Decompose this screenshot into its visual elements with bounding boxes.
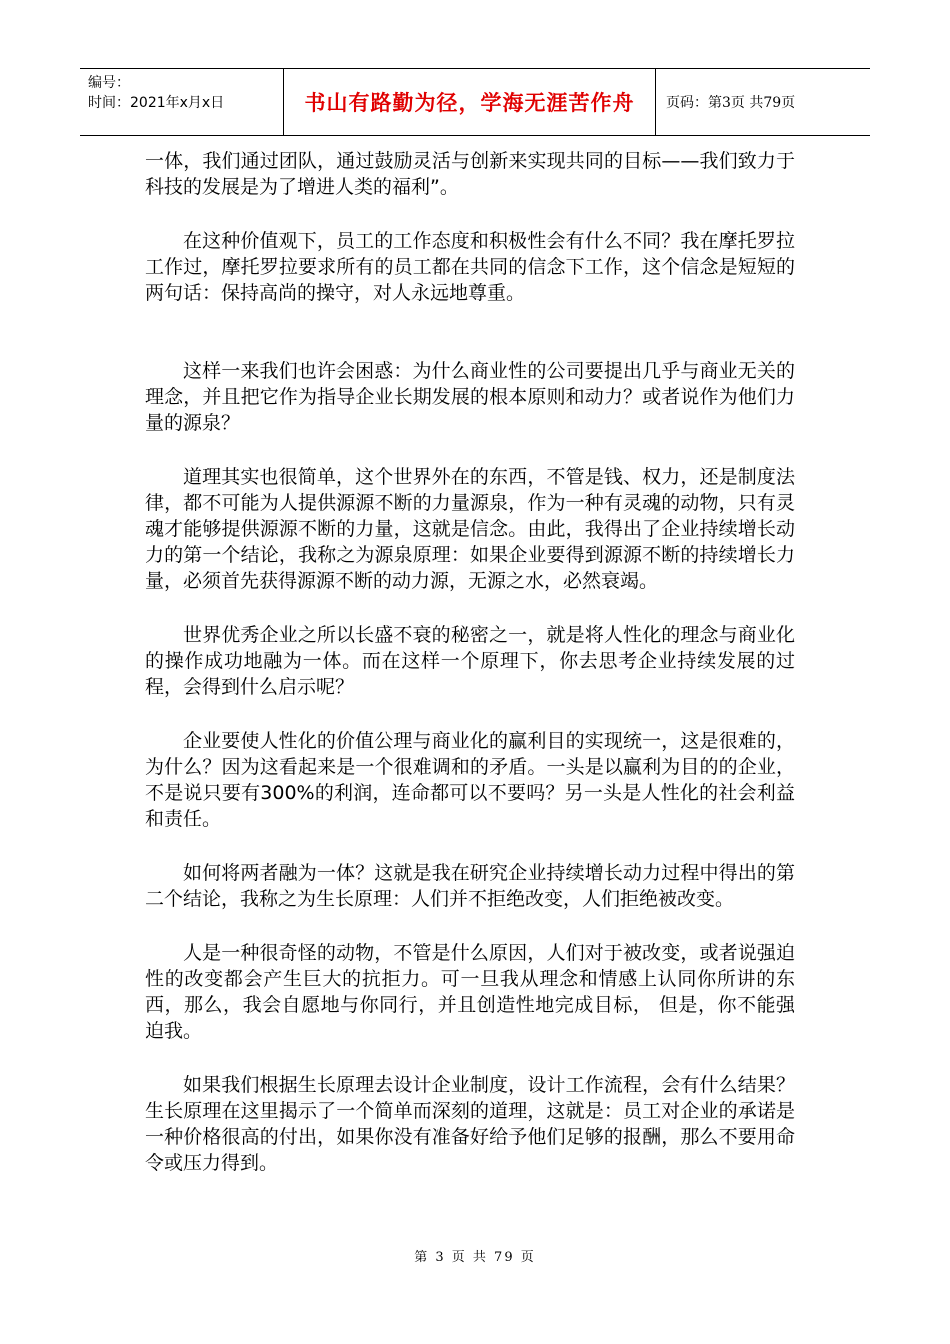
number-label: 编号： (88, 75, 130, 91)
paragraph: 一体，我们通过团队，通过鼓励灵活与创新来实现共同的目标——我们致力于科技的发展是为了增进人类的福利”。 (145, 150, 795, 198)
paragraph: 如果我们根据生长原理去设计企业制度，设计工作流程，会有什么结果？生长原理在这里揭示了一个简单而深刻的道理，这就是：员工对企业的承诺是一种价格很高的付出，如果你没有准备好给予他们足够的报酬，那么不要用命令或压力得到。 (145, 1074, 795, 1174)
paragraph: 世界优秀企业之所以长盛不衰的秘密之一，就是将人性化的理念与商业化的操作成功地融为一体。而在这样一个原理下，你去思考企业持续发展的过程，会得到什么启示呢？ (145, 624, 795, 698)
page-footer (0, 1246, 950, 1265)
paragraph: 道理其实也很简单，这个世界外在的东西，不管是钱、权力，还是制度法律，都不可能为人提供源源不断的力量源泉，作为一种有灵魂的动物，只有灵魂才能够提供源源不断的力量，这就是信念。由此，我得出了企业持续增长动力的第一个结论，我称之为源泉原理：如果企业要得到源源不断的持续增长力量，必须首先获得源源不断的动力源，无源之水，必然衰竭。 (145, 466, 795, 592)
document-body (145, 148, 795, 1204)
footer-page-number: 第 3 页 共 79 页 (414, 1250, 536, 1265)
paragraph: 如何将两者融为一体？这就是我在研究企业持续增长动力过程中得出的第二个结论，我称之为生长原理：人们并不拒绝改变，人们拒绝被改变。 (145, 862, 795, 910)
paragraph: 人是一种很奇怪的动物，不管是什么原因，人们对于被改变，或者说强迫性的改变都会产生巨大的抗拒力。可一旦我从理念和情感上认同你所讲的东西，那么，我会自愿地与你同行，并且创造性地完成目标， 但是，你不能强迫我。 (145, 942, 795, 1042)
page-header (80, 68, 870, 136)
header-motto (284, 69, 656, 135)
page-info-text: 页码：第3页 共79页 (666, 95, 796, 111)
header-meta (80, 69, 284, 135)
motto-text: 书山有路勤为径，学海无涯苦作舟 (304, 91, 635, 115)
date-label: 时间：2021年x月x日 (88, 95, 225, 111)
paragraph: 这样一来我们也许会困惑：为什么商业性的公司要提出几乎与商业无关的理念，并且把它作为指导企业长期发展的根本原则和动力？或者说作为他们力量的源泉？ (145, 360, 795, 434)
paragraph: 在这种价值观下，员工的工作态度和积极性会有什么不同？我在摩托罗拉工作过，摩托罗拉要求所有的员工都在共同的信念下工作，这个信念是短短的两句话：保持高尚的操守，对人永远地尊重。 (145, 230, 795, 304)
paragraph: 企业要使人性化的价值公理与商业化的赢利目的实现统一，这是很难的，为什么？因为这看起来是一个很难调和的矛盾。一头是以赢利为目的的企业，不是说只要有300%的利润，连命都可以不要吗？另一头是人性化的社会利益和责任。 (145, 730, 795, 830)
header-page-info (656, 69, 870, 135)
